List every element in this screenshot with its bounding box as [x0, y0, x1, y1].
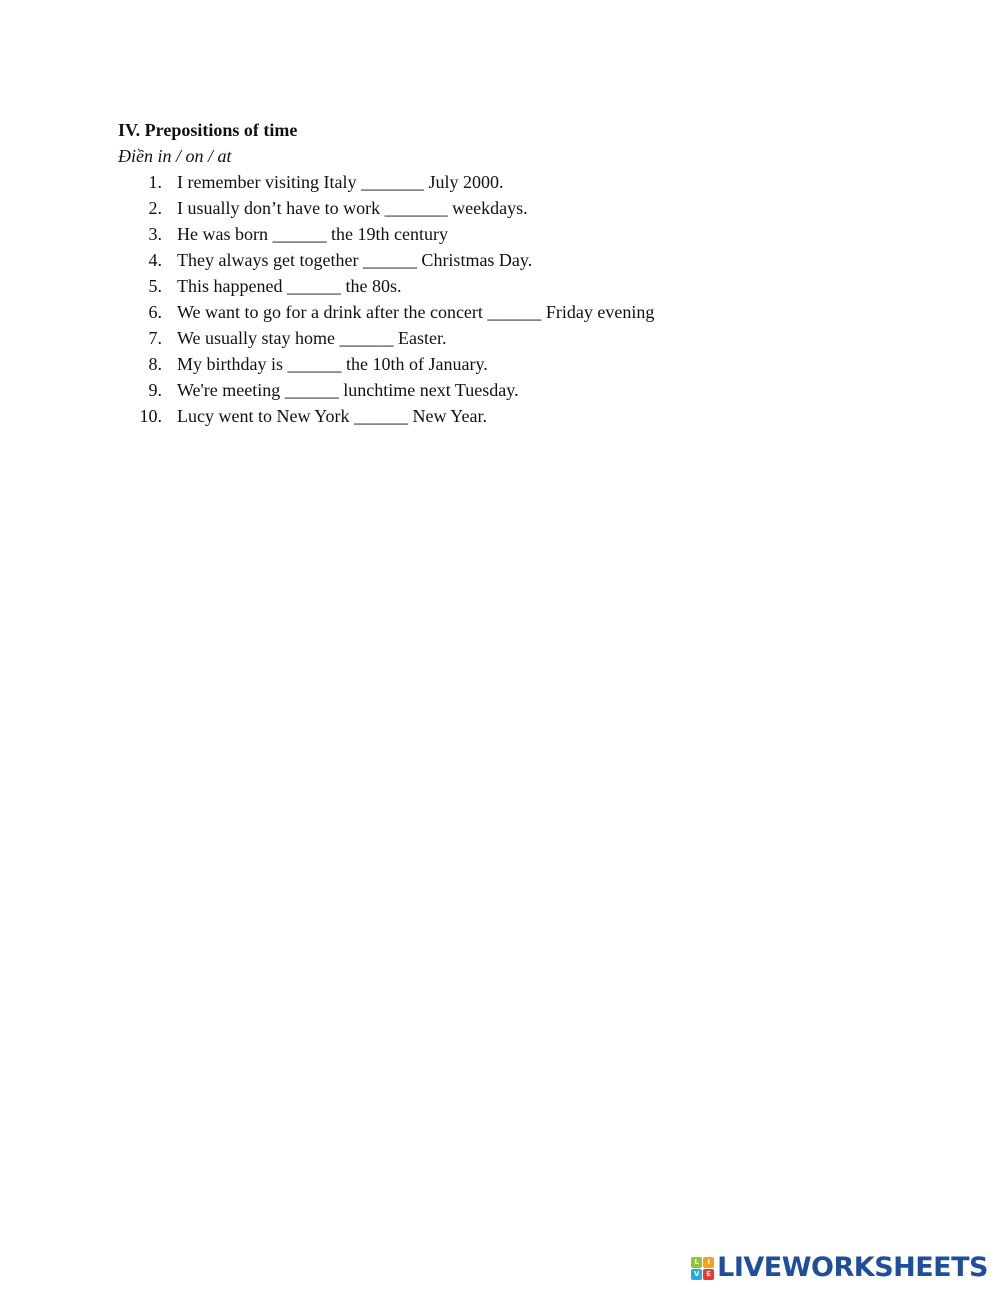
logo-mark-i: I — [703, 1257, 714, 1268]
logo-mark-icon — [691, 1257, 714, 1280]
exercise-number: 3. — [148, 224, 162, 244]
exercise-sentence: We're meeting ______ lunchtime next Tuesday. — [177, 380, 519, 400]
exercise-item-4 — [118, 247, 818, 273]
exercise-item-5 — [118, 273, 818, 299]
exercise-item-10 — [118, 403, 818, 429]
logo-text: LIVEWORKSHEETS — [717, 1252, 988, 1283]
exercise-sentence: This happened ______ the 80s. — [177, 276, 402, 296]
exercise-item-8 — [118, 351, 818, 377]
exercise-sentence: My birthday is ______ the 10th of January. — [177, 354, 488, 374]
exercise-number: 7. — [148, 328, 162, 348]
exercise-number: 8. — [148, 354, 162, 374]
exercise-sentence: Lucy went to New York ______ New Year. — [177, 406, 487, 426]
exercise-number: 10. — [139, 406, 162, 426]
exercise-item-6 — [118, 299, 818, 325]
worksheet-content — [118, 117, 818, 429]
exercise-sentence: I remember visiting Italy _______ July 2000. — [177, 172, 504, 192]
liveworksheets-logo — [691, 1254, 988, 1282]
exercise-number: 5. — [148, 276, 162, 296]
exercise-number: 1. — [148, 172, 162, 192]
exercise-list — [118, 169, 818, 429]
exercise-sentence: We usually stay home ______ Easter. — [177, 328, 447, 348]
logo-mark-e: E — [703, 1269, 714, 1280]
logo-mark-l: L — [691, 1257, 702, 1268]
exercise-number: 2. — [148, 198, 162, 218]
exercise-item-1 — [118, 169, 818, 195]
exercise-sentence: I usually don’t have to work _______ weekdays. — [177, 198, 528, 218]
exercise-sentence: He was born ______ the 19th century — [177, 224, 448, 244]
section-heading: IV. Prepositions of time — [118, 120, 298, 140]
exercise-item-2 — [118, 195, 818, 221]
exercise-sentence: We want to go for a drink after the concert ______ Friday evening — [177, 302, 655, 322]
logo-mark-v: V — [691, 1269, 702, 1280]
exercise-sentence: They always get together ______ Christmas Day. — [177, 250, 533, 270]
exercise-number: 4. — [148, 250, 162, 270]
exercise-item-9 — [118, 377, 818, 403]
exercise-number: 6. — [148, 302, 162, 322]
section-instruction: Điền in / on / at — [118, 146, 232, 166]
exercise-item-7 — [118, 325, 818, 351]
exercise-item-3 — [118, 221, 818, 247]
exercise-number: 9. — [148, 380, 162, 400]
